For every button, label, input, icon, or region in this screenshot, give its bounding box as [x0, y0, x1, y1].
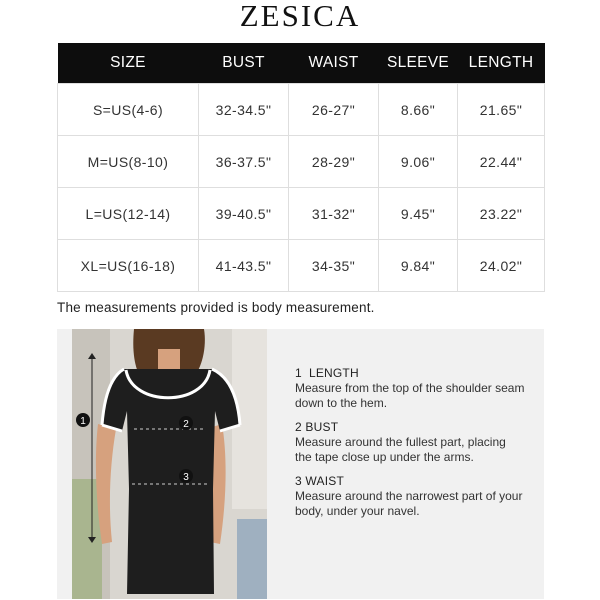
cell-size: S=US(4-6) — [58, 84, 199, 136]
table-row — [58, 188, 545, 240]
size-chart-table — [57, 43, 545, 292]
guide-item-title: WAIST — [305, 474, 344, 488]
guide-item-heading — [295, 366, 525, 381]
header-sleeve: SLEEVE — [379, 43, 458, 84]
cell-sleeve: 9.84" — [379, 240, 458, 292]
header-waist: WAIST — [289, 43, 379, 84]
cell-waist: 26-27" — [289, 84, 379, 136]
cell-bust: 41-43.5" — [199, 240, 289, 292]
guide-item-title: BUST — [305, 420, 339, 434]
table-row — [58, 240, 545, 292]
guide-item-number: 3 — [295, 474, 302, 488]
cell-sleeve: 9.45" — [379, 188, 458, 240]
table-header-row — [58, 43, 545, 84]
header-size: SIZE — [58, 43, 199, 84]
cell-waist: 28-29" — [289, 136, 379, 188]
cell-waist: 34-35" — [289, 240, 379, 292]
guide-item-desc: Measure around the narrowest part of your body, under your navel. — [295, 489, 523, 518]
length-marker-number: 1 — [80, 416, 86, 427]
header-bust: BUST — [199, 43, 289, 84]
cell-bust: 39-40.5" — [199, 188, 289, 240]
cell-length: 24.02" — [458, 240, 545, 292]
guide-item-title: LENGTH — [308, 366, 359, 380]
guide-item-desc: Measure from the top of the shoulder seam down to the hem. — [295, 381, 525, 410]
guide-item-waist — [295, 474, 525, 519]
cell-sleeve: 8.66" — [379, 84, 458, 136]
cell-size: M=US(8-10) — [58, 136, 199, 188]
header-length: LENGTH — [458, 43, 545, 84]
guide-item-desc: Measure around the fullest part, placing the tape close up under the arms. — [295, 435, 506, 464]
cell-length: 23.22" — [458, 188, 545, 240]
cell-bust: 36-37.5" — [199, 136, 289, 188]
measurement-note: The measurements provided is body measurement. — [57, 300, 375, 315]
waist-marker-number: 3 — [183, 472, 189, 483]
cell-bust: 32-34.5" — [199, 84, 289, 136]
cell-length: 21.65" — [458, 84, 545, 136]
cell-size: L=US(12-14) — [58, 188, 199, 240]
brand-logo: ZESICA — [239, 0, 361, 33]
guide-item-heading — [295, 474, 525, 489]
guide-item-bust — [295, 420, 525, 465]
guide-item-heading — [295, 420, 525, 435]
table-row — [58, 84, 545, 136]
measure-guide-panel — [57, 329, 544, 599]
cell-size: XL=US(16-18) — [58, 240, 199, 292]
cell-waist: 31-32" — [289, 188, 379, 240]
model-photo — [72, 329, 267, 599]
guide-item-number: 2 — [295, 420, 302, 434]
cell-length: 22.44" — [458, 136, 545, 188]
bust-marker-number: 2 — [183, 419, 189, 430]
guide-item-number: 1 — [295, 366, 302, 380]
guide-item-length — [295, 366, 525, 411]
table-row — [58, 136, 545, 188]
cell-sleeve: 9.06" — [379, 136, 458, 188]
measure-guide — [295, 366, 525, 528]
